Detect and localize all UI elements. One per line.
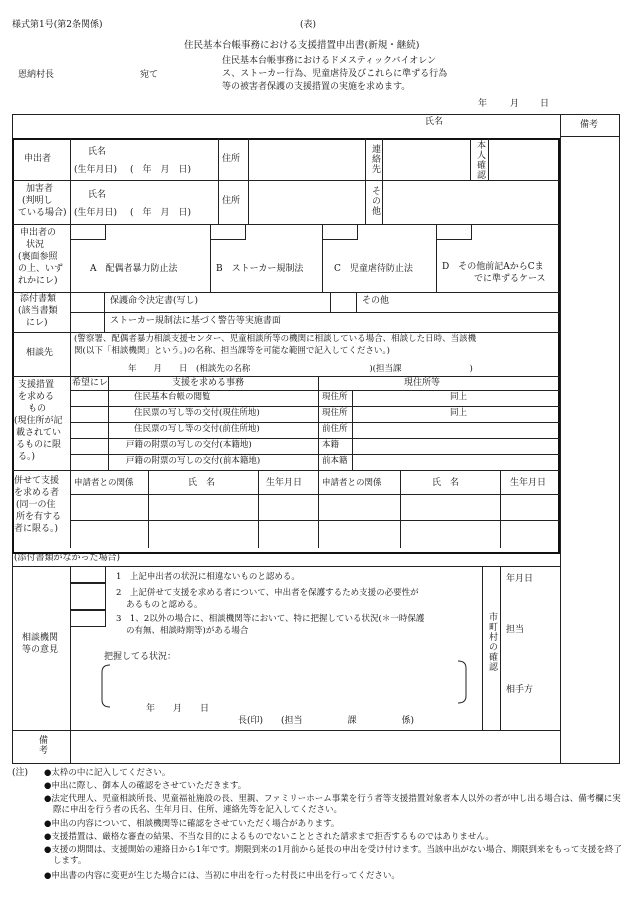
- support-label-1: 支援措置: [18, 380, 55, 390]
- opinion-label-2: 等の意見: [22, 645, 59, 655]
- situation-c: C 児童虐待防止法: [334, 264, 413, 274]
- opinion-label-1: 相談機関: [22, 633, 59, 643]
- form-number: 様式第1号(第2条関係): [12, 20, 103, 30]
- opinion-check-1[interactable]: [70, 566, 106, 583]
- date-day: 日: [540, 99, 550, 109]
- attached-label-3: にレ): [26, 318, 48, 328]
- situation-label-2: 状況: [26, 240, 45, 250]
- perpetrator-dob-label: (生年月日): [74, 208, 118, 218]
- attached-label-1: 添付書類: [20, 294, 57, 304]
- attached-label-2: (該当書類: [18, 306, 58, 316]
- support-row-kind: 現住所: [322, 392, 348, 402]
- situation-d-1: D その他前記AからCま: [442, 262, 544, 272]
- addressee: 恩納村長: [18, 70, 55, 80]
- support-row-task: 住民基本台帳の閲覧: [134, 392, 211, 402]
- grasp-bracket-right: [456, 660, 468, 704]
- combined-dob-2: 生年月日: [510, 478, 547, 488]
- support-label-7: る。): [18, 452, 36, 462]
- support-row-value[interactable]: 同上: [450, 392, 468, 402]
- attached-doc-1: 保護命令決定書(写し): [110, 296, 199, 306]
- opinion-item-3b: の有無、相談時期等)がある場合: [126, 626, 249, 636]
- combined-label-4: 所を有する: [16, 512, 62, 522]
- support-row-task: 住民票の写し等の交付(現住所地): [134, 408, 260, 418]
- support-row-value[interactable]: 同上: [450, 408, 468, 418]
- situation-label-5: れかにレ): [18, 276, 58, 286]
- opinion-signer[interactable]: 長(印) (担当 課 係): [238, 716, 415, 726]
- combined-relation-2: 申請者との関係: [322, 478, 382, 488]
- grasp-bracket-left: [100, 664, 112, 708]
- applicant-address-label: 住所: [222, 154, 241, 164]
- situation-label-1: 申出者の: [20, 228, 57, 238]
- confirm-date-label: 年月日: [506, 574, 534, 584]
- consult-text-2: 関(以下「相談機関」という。)の名称、担当課等を可能な範囲で記入してください。): [74, 346, 390, 356]
- municipal-confirm-label: 市町村の確認: [487, 612, 497, 672]
- perpetrator-label-2: (判明し: [22, 196, 53, 206]
- remarks-label: 備考: [37, 735, 47, 755]
- support-label-5: 載されてい: [16, 428, 62, 438]
- perpetrator-address-label: 住所: [222, 196, 241, 206]
- request-line-2: ス、ストーカー行為、児童虐待及びこれらに準ずる行為: [222, 69, 448, 79]
- perpetrator-dob-fill[interactable]: ( 年 月 日): [130, 208, 192, 218]
- support-label-4: (現住所が記: [14, 416, 63, 426]
- note-1: ●太枠の中に記入してください。: [44, 768, 171, 778]
- perpetrator-label-1: 加害者: [26, 184, 54, 194]
- opinion-item-3a: 3 1、2以外の場合に、相談機関等において、特に把握している状況(＊一時保護: [116, 614, 425, 624]
- request-line-3: 等の被害者保護の支援措置の実施を求めます。: [222, 82, 411, 92]
- support-row-kind: 現住所: [322, 408, 348, 418]
- note-6: ●支援の期間は、支援開始の連絡日から1年です。期限到来の1月前から延長の申出を受け付けます。当該申出がない場合、期限到来をもって支援を終了します。: [44, 845, 622, 866]
- front-label: (表): [300, 20, 317, 30]
- no-attach-note: (添付書類がなかった場合): [14, 553, 121, 563]
- attached-doc-2: その他: [362, 296, 390, 306]
- support-row-task: 住民票の写し等の交付(前住所地): [134, 424, 260, 434]
- combined-relation-1: 申請者との関係: [74, 478, 134, 488]
- opinion-item-1: 1 上記申出者の状況に相違ないものと認める。: [116, 572, 300, 582]
- note-5: ●支援措置は、厳格な審査の結果、不当な目的によるものでないこととされた請求まで拒否するものではありません。: [44, 832, 494, 842]
- situation-d-2: でに準ずるケース: [474, 274, 546, 284]
- consult-label: 相談先: [26, 348, 54, 358]
- applicant-label: 申出者: [24, 154, 52, 164]
- opinion-check-3[interactable]: [70, 610, 106, 627]
- applicant-dob-fill[interactable]: ( 年 月 日): [130, 165, 192, 175]
- applicant-self-check-label: 本人確認: [475, 140, 485, 180]
- opinion-check-2[interactable]: [70, 583, 106, 610]
- perpetrator-label-3: ている場合): [18, 208, 67, 218]
- confirm-party-label: 相手方: [506, 685, 534, 695]
- situation-label-4: の上、いず: [18, 264, 64, 274]
- notes-label: (注): [12, 768, 29, 778]
- date-year: 年: [478, 99, 488, 109]
- support-label-3: もの: [28, 404, 47, 414]
- date-month: 月: [510, 99, 520, 109]
- form-title: 住民基本台帳事務における支援措置申出書(新規・継続): [184, 40, 420, 51]
- combined-label-3: (同一の住: [16, 500, 56, 510]
- support-col-task: 支援を求める事務: [172, 378, 245, 388]
- perpetrator-name-label: 氏名: [88, 190, 107, 200]
- applicant-dob-label: (生年月日): [74, 165, 118, 175]
- support-row-task: 戸籍の附票の写しの交付(前本籍地): [126, 456, 261, 466]
- support-col-addr: 現住所等: [404, 378, 441, 388]
- bikou-header: 備考: [580, 120, 599, 130]
- combined-name-1: 氏 名: [188, 478, 216, 488]
- situation-b: B ストーカー規制法: [216, 264, 304, 274]
- opinion-date[interactable]: 年 月 日: [146, 704, 210, 714]
- note-3: ●法定代理人、児童相談所長、児童福祉施設の長、里親、ファミリーホーム事業を行う者等支援措置対象者本人以外の者が申し出る場合は、備考欄に実際に申出を行う者の氏名、生年月日、住所、連絡先等を記入してください。: [44, 794, 621, 815]
- support-row-kind: 前住所: [322, 424, 348, 434]
- support-row-kind: 前本籍: [322, 456, 348, 466]
- combined-dob-1: 生年月日: [266, 478, 303, 488]
- support-row-task: 戸籍の附票の写しの交付(本籍地): [126, 440, 252, 450]
- note-2: ●申出に際し、御本人の確認をさせていただきます。: [44, 781, 247, 791]
- situation-a: A 配偶者暴力防止法: [90, 264, 178, 274]
- note-4: ●申出の内容について、相談機関等に確認をさせていただく場合があります。: [44, 819, 340, 829]
- situation-check-b[interactable]: [210, 224, 246, 240]
- support-label-2: を求める: [18, 392, 55, 402]
- opinion-item-2a: 2 上記併せて支援を求める者について、申出者を保護するため支援の必要性が: [116, 588, 419, 598]
- support-label-6: るものに限: [16, 440, 62, 450]
- combined-label-1: 併せて支援: [14, 476, 60, 486]
- name-label: 氏名: [425, 117, 444, 127]
- attached-doc-3: ストーカー規制法に基づく警告等実施書面: [110, 316, 281, 326]
- situation-label-3: (裏面参照: [18, 252, 58, 262]
- perpetrator-other-label: その他: [370, 186, 380, 216]
- support-row-kind: 本籍: [322, 440, 340, 450]
- support-col-check: 希望にレ: [72, 378, 109, 388]
- combined-label-5: 者に限る。): [14, 524, 59, 534]
- situation-check-d[interactable]: [436, 224, 472, 240]
- opinion-grasp-label: 把握してる状況：: [104, 652, 177, 662]
- applicant-name-label: 氏名: [88, 147, 107, 157]
- note-7: ●申出書の内容に変更が生じた場合には、当初に申出を行った村長に申出を行ってください。: [44, 871, 400, 881]
- consult-text-1: (警察署、配偶者暴力相談支援センター、児童相談所等の機関に相談している場合、相談した日時、当該機: [74, 334, 477, 344]
- consult-entry-line[interactable]: 年 月 日 (相談先の名称 )(担当課 ): [128, 364, 473, 374]
- applicant-contact-label: 連絡先: [370, 144, 380, 174]
- request-line-1: 住民基本台帳事務におけるドメスティックバイオレン: [222, 56, 436, 66]
- confirm-staff-label: 担当: [506, 625, 525, 635]
- combined-label-2: を求める者: [14, 488, 60, 498]
- opinion-item-2b: あるものと認める。: [126, 600, 203, 610]
- situation-check-c[interactable]: [322, 224, 358, 240]
- combined-name-2: 氏 名: [432, 478, 460, 488]
- situation-check-a[interactable]: [70, 224, 106, 240]
- addressee-suffix: 宛て: [140, 70, 159, 80]
